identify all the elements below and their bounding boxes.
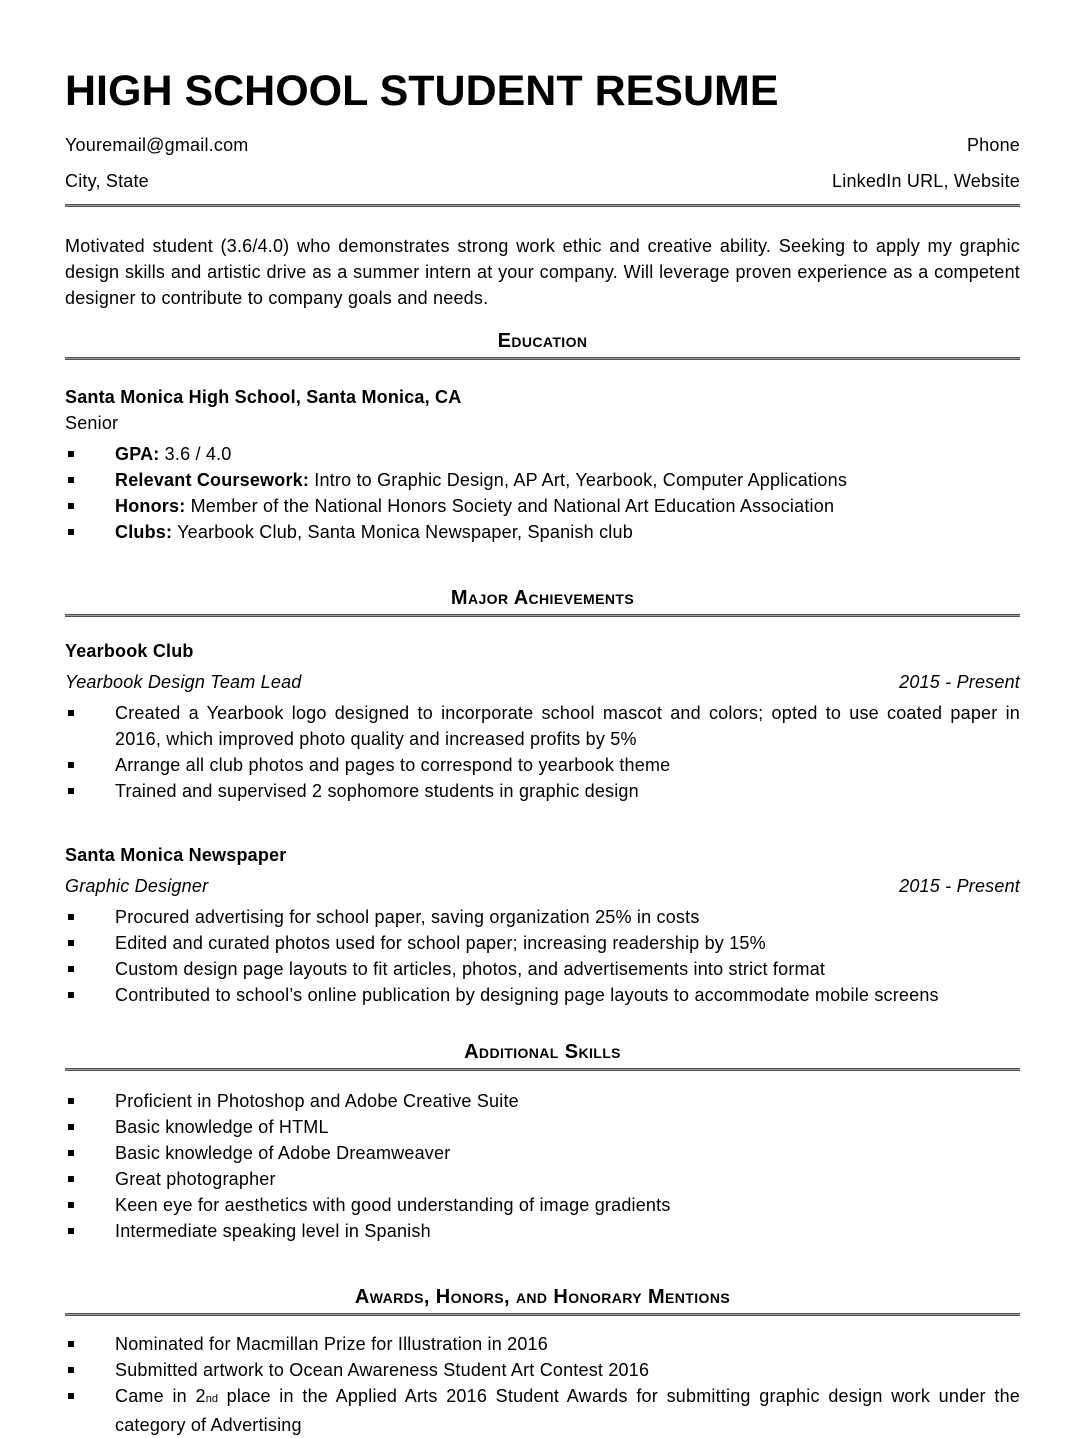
list-item — [65, 752, 1020, 778]
section-additional-skills — [65, 1041, 1020, 1244]
contact-city-state: City, State — [65, 171, 149, 191]
contact-phone: Phone — [966, 135, 1020, 155]
list-item-text: Trained and supervised 2 sophomore students in graphic design — [115, 781, 639, 801]
section-heading-additional-skills: Additional Skills — [464, 1041, 621, 1063]
achievement-entry-yearbook-club — [65, 638, 1020, 804]
list-item — [65, 1383, 1020, 1438]
bullet-square-icon — [68, 1124, 74, 1130]
role-date-row — [65, 669, 1020, 695]
bullet-square-icon — [68, 1150, 74, 1156]
education-bullet-list — [65, 441, 1020, 545]
bullet-square-icon — [68, 1202, 74, 1208]
contact-row-1 — [65, 132, 1020, 158]
list-item-text: Great photographer — [115, 1169, 276, 1189]
bullet-square-icon — [68, 1393, 74, 1399]
list-item-text: Created a Yearbook logo designed to incorporate school mascot and colors; opted to use coated paper in 2016, which improved photo quality and increased profits by 5% — [115, 703, 1020, 749]
list-item-text — [115, 522, 633, 542]
ordinal-suffix: nd — [205, 1393, 218, 1405]
section-heading-awards: Awards, Honors, and Honorary Mentions — [354, 1286, 731, 1308]
list-item — [65, 778, 1020, 804]
date-range: 2015 - Present — [899, 876, 1020, 896]
list-item — [65, 1140, 1020, 1166]
bullet-square-icon — [68, 1228, 74, 1234]
bullet-square-icon — [68, 503, 74, 509]
bullet-value: Intro to Graphic Design, AP Art, Yearbook, Computer Applications — [314, 470, 848, 490]
list-item — [65, 1218, 1020, 1244]
bullet-square-icon — [68, 477, 74, 483]
list-item-text: Contributed to school’s online publication by designing page layouts to accommodate mobile screens — [115, 985, 939, 1005]
section-heading-education: Education — [497, 330, 588, 352]
awards-bullet-list — [65, 1331, 1020, 1438]
contact-row-2 — [65, 168, 1020, 194]
header-divider — [65, 204, 1020, 207]
list-item — [65, 1166, 1020, 1192]
list-item — [65, 956, 1020, 982]
list-item-text: Intermediate speaking level in Spanish — [115, 1221, 431, 1241]
section-divider — [65, 614, 1020, 617]
section-divider — [65, 1068, 1020, 1071]
bullet-label: GPA: — [115, 444, 160, 464]
list-item-text: Proficient in Photoshop and Adobe Creative Suite — [115, 1091, 519, 1111]
list-item — [65, 1357, 1020, 1383]
grade-level: Senior — [65, 413, 119, 433]
list-item-text: Keen eye for aesthetics with good understanding of image gradients — [115, 1195, 671, 1215]
school-name: Santa Monica High School, Santa Monica, CA — [65, 387, 462, 407]
bullet-square-icon — [68, 710, 74, 716]
list-item — [65, 982, 1020, 1008]
summary-paragraph: Motivated student (3.6/4.0) who demonstrates strong work ethic and creative ability. Seeking to apply my graphic design skills and artistic drive as a summer intern at your company. Will leverage proven experience as a competent designer to contribute to company goals and needs. — [65, 236, 1020, 308]
list-item — [65, 441, 1020, 467]
section-divider — [65, 1313, 1020, 1316]
list-item-text — [115, 1386, 1020, 1435]
section-education — [65, 330, 1020, 545]
bullet-square-icon — [68, 762, 74, 768]
section-major-achievements — [65, 587, 1020, 1008]
role-title: Graphic Designer — [65, 876, 209, 896]
achievement-bullet-list — [65, 700, 1020, 804]
bullet-square-icon — [68, 1341, 74, 1347]
list-item-text: Arrange all club photos and pages to correspond to yearbook theme — [115, 755, 671, 775]
list-item-text: Procured advertising for school paper, saving organization 25% in costs — [115, 907, 700, 927]
list-item-text: Basic knowledge of Adobe Dreamweaver — [115, 1143, 451, 1163]
bullet-square-icon — [68, 914, 74, 920]
bullet-label: Clubs: — [115, 522, 173, 542]
bullet-label: Relevant Coursework: — [115, 470, 310, 490]
organization-name: Santa Monica Newspaper — [65, 845, 287, 865]
contact-linkedin-website: LinkedIn URL, Website — [832, 171, 1020, 191]
achievement-bullet-list — [65, 904, 1020, 1008]
bullet-text-post: place in the Applied Arts 2016 Student Awards for submitting graphic design work under the category of Advertising — [115, 1386, 1020, 1435]
role-date-row — [65, 873, 1020, 899]
list-item — [65, 493, 1020, 519]
role-title: Yearbook Design Team Lead — [65, 672, 302, 692]
bullet-square-icon — [68, 451, 74, 457]
bullet-square-icon — [68, 529, 74, 535]
list-item — [65, 1114, 1020, 1140]
section-divider — [65, 357, 1020, 360]
bullet-label: Honors: — [115, 496, 186, 516]
list-item — [65, 1192, 1020, 1218]
list-item-text: Custom design page layouts to fit articles, photos, and advertisements into strict format — [115, 959, 826, 979]
achievement-entry-newspaper — [65, 842, 1020, 1008]
list-item-text — [115, 444, 232, 464]
list-item-text: Nominated for Macmillan Prize for Illustration in 2016 — [115, 1334, 548, 1354]
date-range: 2015 - Present — [899, 672, 1020, 692]
contact-email: Youremail@gmail.com — [65, 135, 249, 155]
bullet-value: 3.6 / 4.0 — [164, 444, 232, 464]
list-item — [65, 904, 1020, 930]
list-item — [65, 1088, 1020, 1114]
bullet-square-icon — [68, 992, 74, 998]
list-item — [65, 930, 1020, 956]
page-title: HIGH SCHOOL STUDENT RESUME — [65, 67, 779, 115]
bullet-text-pre: Came in 2 — [115, 1386, 206, 1406]
list-item-text — [115, 470, 847, 490]
list-item — [65, 519, 1020, 545]
bullet-square-icon — [68, 1098, 74, 1104]
list-item — [65, 1331, 1020, 1357]
list-item-text: Edited and curated photos used for school paper; increasing readership by 15% — [115, 933, 766, 953]
bullet-square-icon — [68, 940, 74, 946]
list-item-text: Basic knowledge of HTML — [115, 1117, 329, 1137]
bullet-square-icon — [68, 1176, 74, 1182]
organization-name: Yearbook Club — [65, 641, 194, 661]
section-awards — [65, 1286, 1020, 1438]
bullet-square-icon — [68, 966, 74, 972]
bullet-square-icon — [68, 1367, 74, 1373]
list-item-text — [115, 496, 834, 516]
list-item — [65, 700, 1020, 752]
section-heading-major-achievements: Major Achievements — [450, 587, 635, 609]
list-item — [65, 467, 1020, 493]
bullet-value: Member of the National Honors Society and National Art Education Association — [190, 496, 835, 516]
bullet-square-icon — [68, 788, 74, 794]
skills-bullet-list — [65, 1088, 1020, 1244]
bullet-value: Yearbook Club, Santa Monica Newspaper, Spanish club — [177, 522, 633, 542]
list-item-text: Submitted artwork to Ocean Awareness Student Art Contest 2016 — [115, 1360, 650, 1380]
